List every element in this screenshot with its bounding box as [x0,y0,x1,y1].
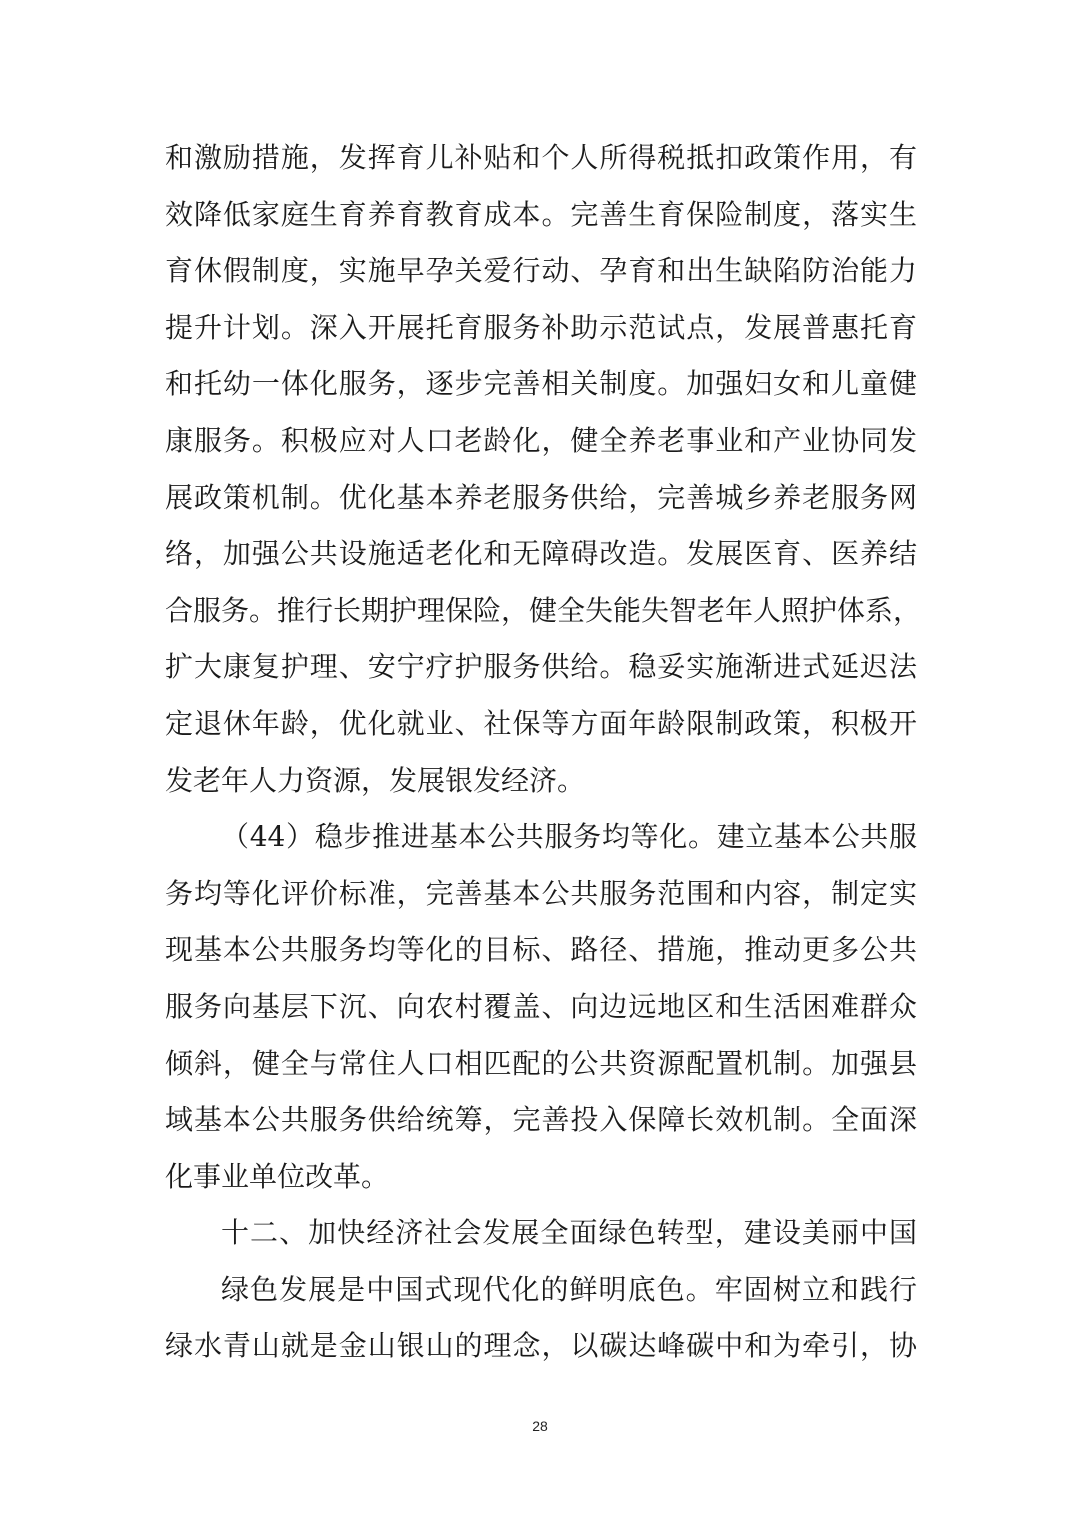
text-line: 绿色发展是中国式现代化的鲜明底色。牢固树立和践行 [221,1272,917,1306]
text-line: 合服务。推行长期护理保险，健全失能失智老年人照护体系， [165,593,922,627]
page-number: 28 [532,1418,548,1434]
text-line: 和激励措施，发挥育儿补贴和个人所得税抵扣政策作用，有 [165,141,917,174]
section-heading-44: （44）稳步推进基本公共服务均等化。建立基本公共服 [221,820,917,854]
text-line: 展政策机制。优化基本养老服务供给，完善城乡养老服务网 [165,480,917,514]
text-line: 提升计划。深入开展托育服务补助示范试点，发展普惠托育 [165,310,917,344]
text-line: 育休假制度，实施早孕关爱行动、孕育和出生缺陷防治能力 [165,254,917,288]
chapter-heading: 十二、加快经济社会发展全面绿色转型，建设美丽中国 [221,1216,917,1250]
text-line: 倾斜，健全与常住人口相匹配的公共资源配置机制。加强县 [165,1046,917,1080]
text-line: 扩大康复护理、安宁疗护服务供给。稳妥实施渐进式延迟法 [165,650,917,684]
text-line: 和托幼一体化服务，逐步完善相关制度。加强妇女和儿童健 [165,367,917,401]
text-line: 效降低家庭生育养育教育成本。完善生育保险制度，落实生 [165,197,917,231]
text-line: 康服务。积极应对人口老龄化，健全养老事业和产业协同发 [165,423,917,457]
text-line: 化事业单位改革。 [165,1159,390,1193]
text-line: 服务向基层下沉、向农村覆盖、向边远地区和生活困难群众 [165,989,917,1023]
text-line: 络，加强公共设施适老化和无障碍改造。发展医育、医养结 [165,537,917,571]
text-line: 现基本公共服务均等化的目标、路径、措施，推动更多公共 [165,933,917,967]
text-line: 域基本公共服务供给统筹，完善投入保障长效机制。全面深 [165,1103,917,1137]
body-text [165,130,922,1375]
text-line: 发老年人力资源，发展银发经济。 [165,763,586,797]
text-line: 务均等化评价标准，完善基本公共服务范围和内容，制定实 [165,876,917,910]
text-line: 绿水青山就是金山银山的理念，以碳达峰碳中和为牵引，协 [165,1329,917,1363]
text-line: 定退休年龄，优化就业、社保等方面年龄限制政策，积极开 [165,706,917,740]
